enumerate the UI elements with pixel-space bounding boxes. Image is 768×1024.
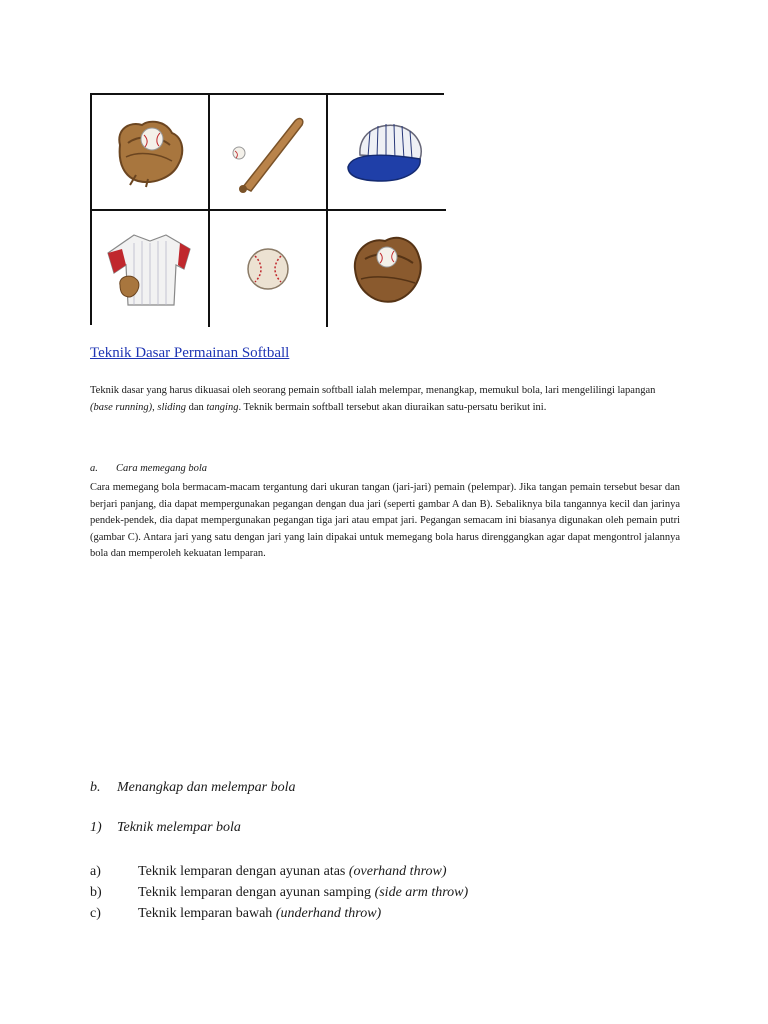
intro-paragraph: Teknik dasar yang harus dikuasai oleh seorang pemain softball ialah melempar, menangkap, memukul bola, lari mengelilingi lapangan (base running), sliding dan tanging. Teknik bermain softball tersebut akan diuraikan satu-persatu berikut ini. xyxy=(90,385,656,413)
page-title[interactable]: Teknik Dasar Permainan Softball xyxy=(90,345,290,361)
glove-with-ball-icon xyxy=(108,115,192,189)
throw-technique-list xyxy=(90,861,468,924)
section-a-body: Cara memegang bola bermacam-macam tergantung dari ukuran tangan (jari-jari) pemain (pelempar). Jika tangan pemain tersebut besar dan berjari panjang, dia dapat mempergunakan pegangan dengan dua jari (seperti gambar A dan B). Sebaliknya bila tangannya kecil dan jarinya pendek-pendek, dia dapat mempergunakan pegangan tiga jari atau empat jari. Pegangan semacam ini biasanya digunakan oleh pemain putri (gambar C). Antara jari yang satu dengan jari yang lain dipakai untuk memegang bola harus direnggangkan agar dapat mengontrol jalannya bola dan memperoleh kekuatan lemparan. xyxy=(90,482,680,559)
section-a-title: Cara memegang bola xyxy=(116,463,207,474)
grid-cell-bat xyxy=(210,95,328,211)
jersey-icon xyxy=(100,229,200,309)
grid-cell-glove-2 xyxy=(328,211,446,327)
section-b-title: Menangkap dan melempar bola xyxy=(117,780,296,795)
section-a-marker: a. xyxy=(90,463,98,474)
section-1-marker: 1) xyxy=(90,820,102,835)
section-b-marker: b. xyxy=(90,780,101,795)
section-a-heading xyxy=(90,463,207,474)
glove-with-ball-icon xyxy=(345,229,429,309)
list-item: b) Teknik lemparan dengan ayunan samping (side arm throw) xyxy=(90,885,469,900)
list-item: a) Teknik lemparan dengan ayunan atas (overhand throw) xyxy=(90,864,447,879)
ball-icon xyxy=(243,244,293,294)
list-item: c) Teknik lemparan bawah (underhand throw) xyxy=(90,906,382,921)
section-b-heading xyxy=(90,780,295,796)
section-1-heading xyxy=(90,820,241,836)
grid-cell-cap xyxy=(328,95,446,211)
grid-cell-jersey xyxy=(92,211,210,327)
bat-and-ball-icon xyxy=(223,107,313,197)
section-1-title: Teknik melempar bola xyxy=(117,820,241,835)
softball-equipment-image-grid xyxy=(90,93,444,325)
grid-cell-glove xyxy=(92,95,210,211)
cap-icon xyxy=(342,117,432,187)
grid-cell-ball xyxy=(210,211,328,327)
